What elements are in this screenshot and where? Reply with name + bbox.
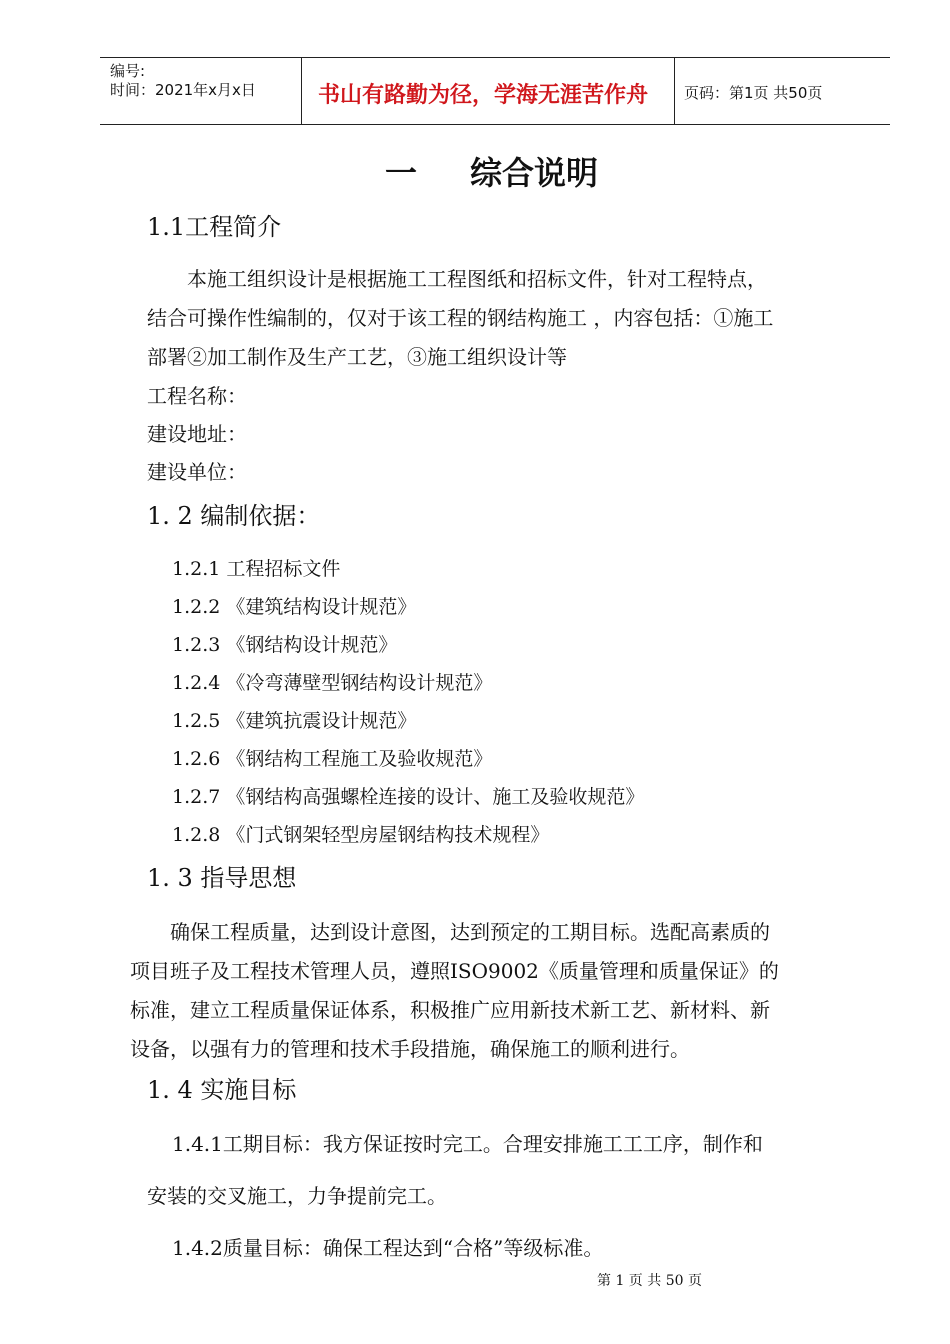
serial-label: 编号: — [110, 62, 146, 80]
section-heading-1-3: 1. 3 指导思想 — [147, 864, 297, 892]
paragraph-line: 项目班子及工程技术管理人员，遵照ISO9002《质量管理和质量保证》的 — [130, 959, 779, 983]
basis-item: 1.2.8 《门式钢架轻型房屋钢结构技术规程》 — [172, 824, 550, 846]
field-builder: 建设单位： — [147, 460, 247, 484]
paragraph-line: 安装的交叉施工，力争提前完工。 — [147, 1184, 447, 1208]
chapter-number: 一 — [385, 154, 418, 192]
basis-item: 1.2.4 《冷弯薄壁型钢结构设计规范》 — [172, 672, 493, 694]
chapter-title: 综合说明 — [470, 154, 599, 192]
basis-item: 1.2.1 工程招标文件 — [172, 558, 341, 580]
header-bottom-rule — [100, 124, 890, 125]
paragraph-line: 1.4.2质量目标：确保工程达到“合格”等级标准。 — [172, 1236, 604, 1260]
header-page-info: 页码：第1页 共50页 — [684, 84, 823, 102]
paragraph-line: 结合可操作性编制的，仅对于该工程的钢结构施工 ，内容包括：①施工 — [147, 306, 774, 330]
basis-item: 1.2.6 《钢结构工程施工及验收规范》 — [172, 748, 493, 770]
paragraph-line: 部署②加工制作及生产工艺，③施工组织设计等 — [147, 345, 567, 369]
paragraph-line: 本施工组织设计是根据施工工程图纸和招标文件，针对工程特点， — [187, 267, 767, 291]
time-label: 时间：2021年x月x日 — [110, 81, 256, 99]
section-heading-1-4: 1. 4 实施目标 — [147, 1076, 297, 1104]
paragraph-line: 标准，建立工程质量保证体系，积极推广应用新技术新工艺、新材料、新 — [130, 998, 770, 1022]
paragraph-line: 设备，以强有力的管理和技术手段措施，确保施工的顺利进行。 — [130, 1037, 690, 1061]
basis-item: 1.2.3 《钢结构设计规范》 — [172, 634, 398, 656]
header-divider-left — [301, 57, 302, 125]
field-project-name: 工程名称： — [147, 384, 247, 408]
page-footer: 第 1 页 共 50 页 — [597, 1273, 702, 1289]
paragraph-line: 1.4.1工期目标：我方保证按时完工。合理安排施工工工序，制作和 — [172, 1132, 763, 1156]
paragraph-line: 确保工程质量，达到设计意图，达到预定的工期目标。选配高素质的 — [170, 920, 770, 944]
header-motto: 书山有路勤为径，学海无涯苦作舟 — [318, 83, 649, 108]
header-top-rule — [100, 57, 890, 58]
field-site-address: 建设地址： — [147, 422, 247, 446]
section-heading-1-2: 1. 2 编制依据： — [147, 502, 321, 530]
section-heading-1-1: 1.1工程简介 — [147, 213, 282, 241]
basis-item: 1.2.5 《建筑抗震设计规范》 — [172, 710, 417, 732]
basis-item: 1.2.7 《钢结构高强螺栓连接的设计、施工及验收规范》 — [172, 786, 645, 808]
basis-item: 1.2.2 《建筑结构设计规范》 — [172, 596, 417, 618]
header-divider-right — [674, 57, 675, 125]
